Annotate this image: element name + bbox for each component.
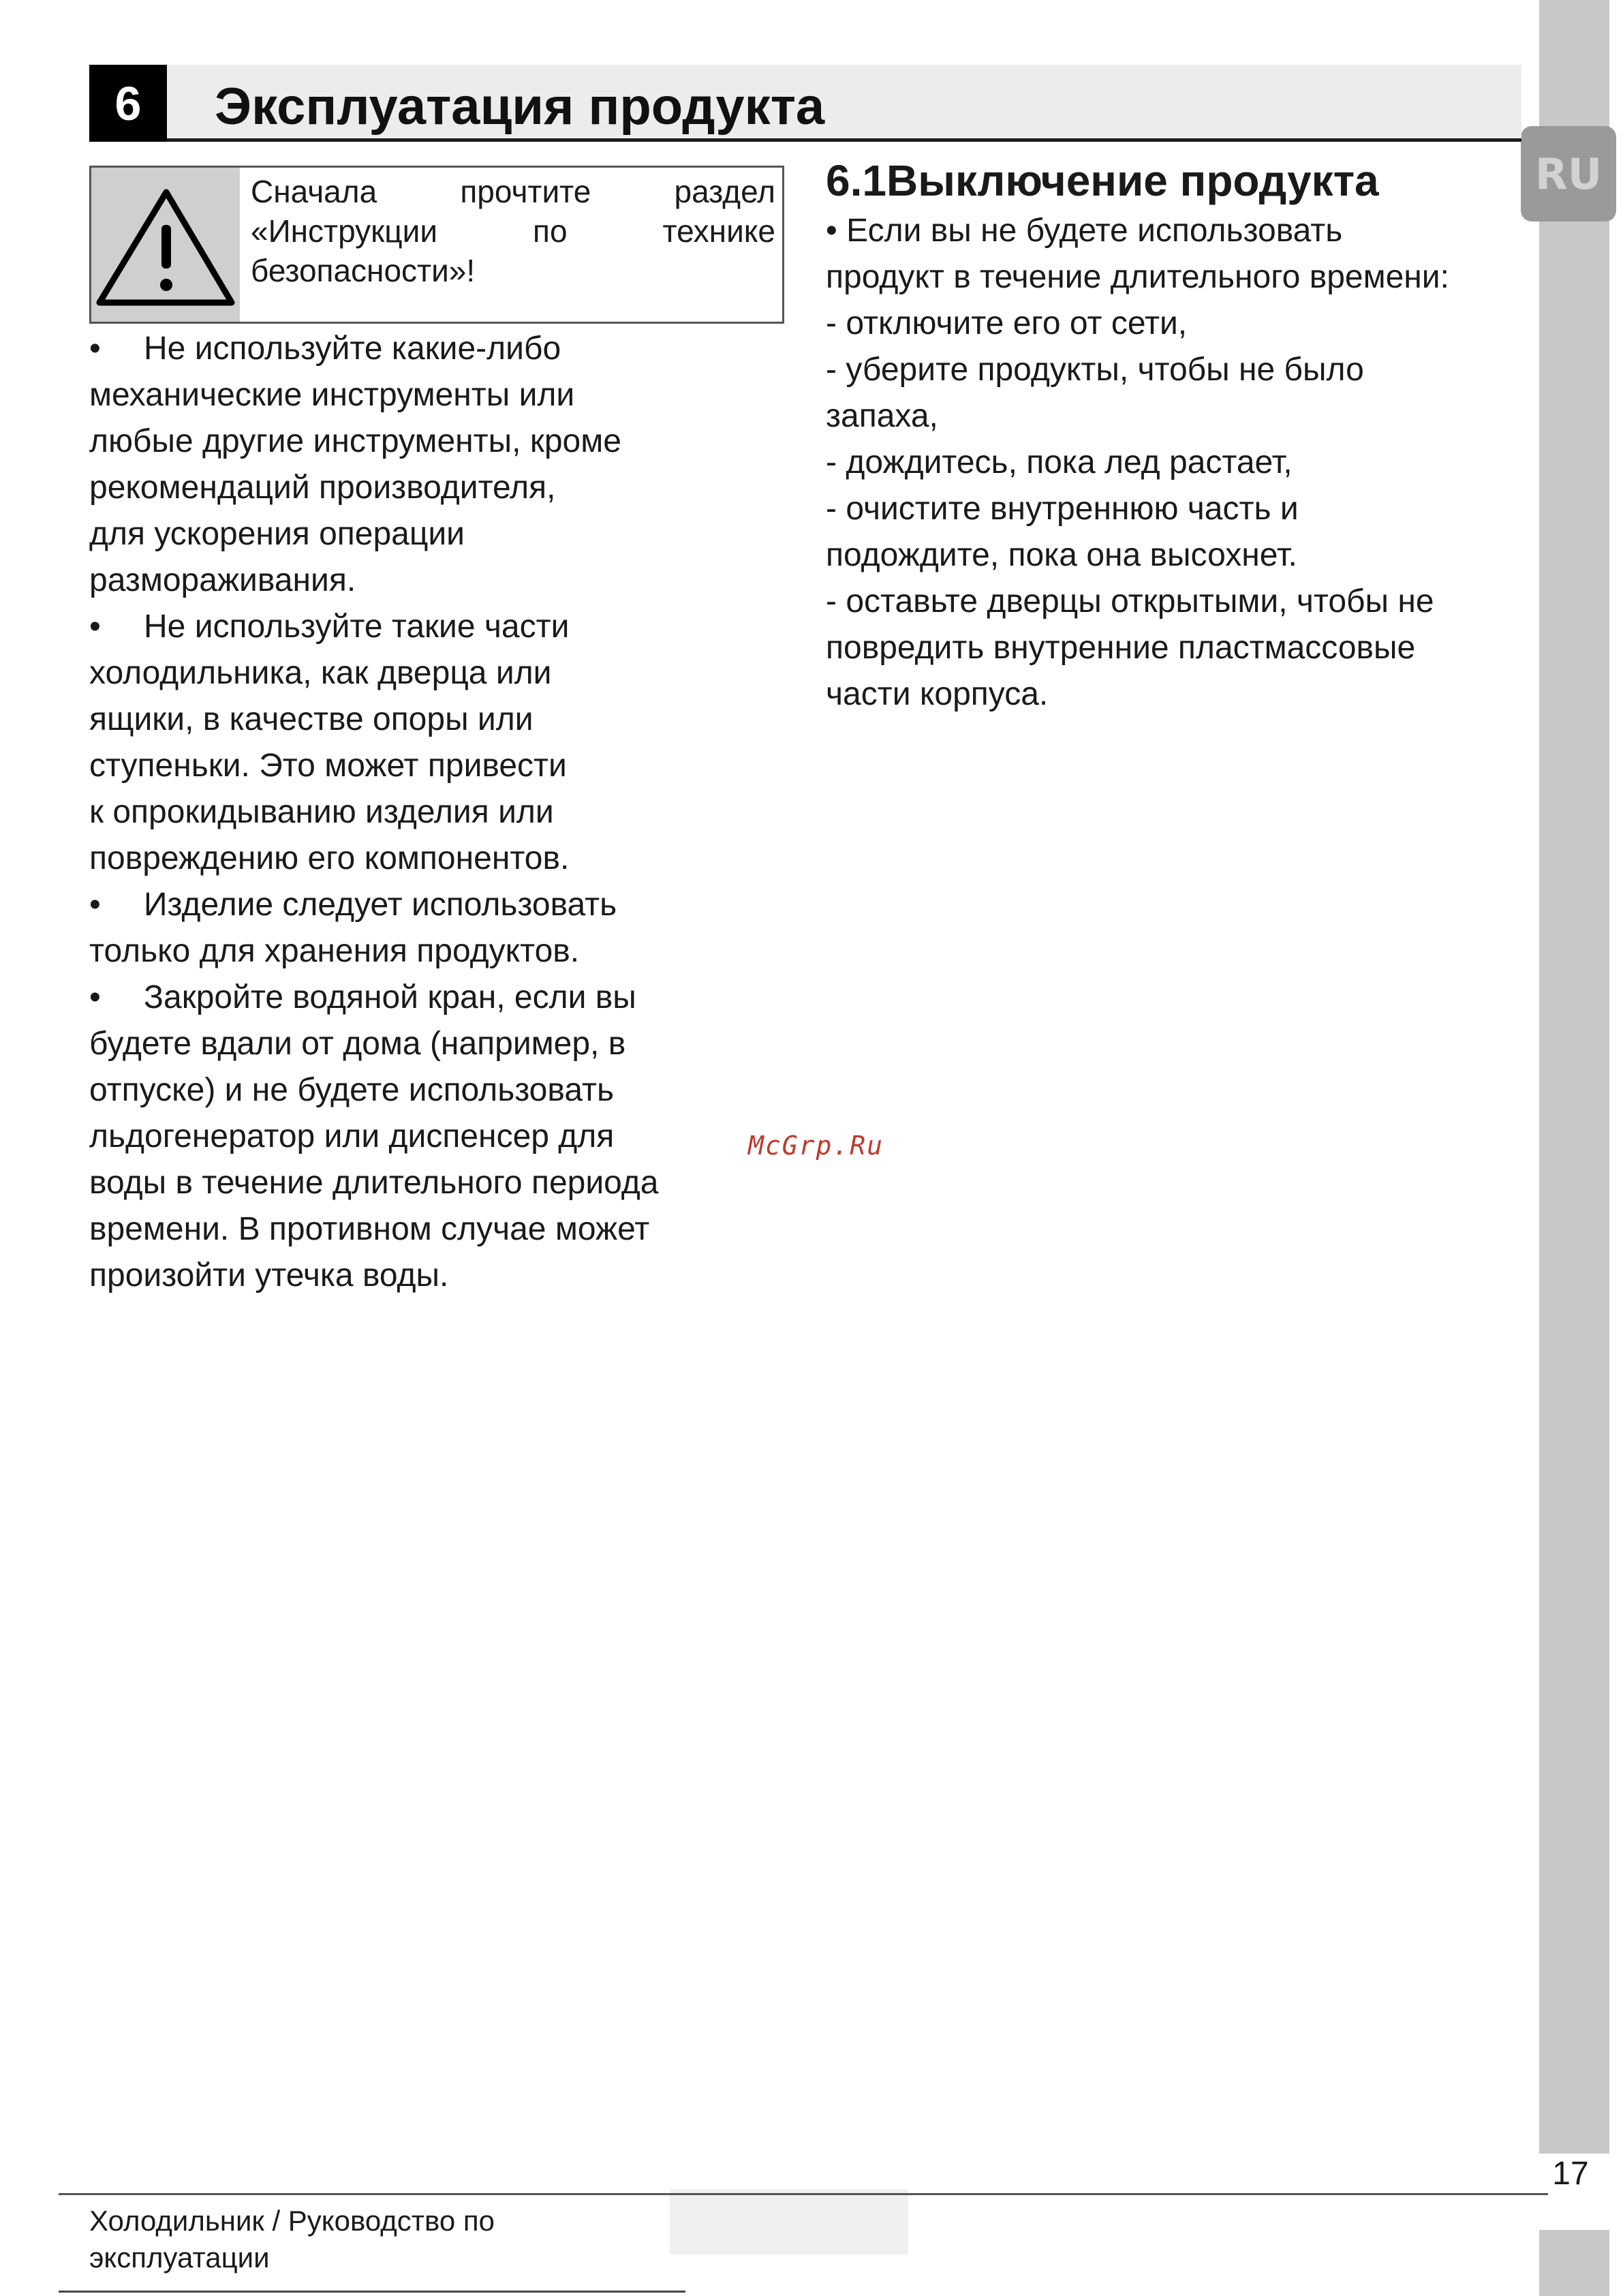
chapter-title: Эксплуатация продукта — [215, 78, 825, 136]
list-item-line: времени. В противном случае может — [89, 1211, 650, 1247]
section-line: • Если вы не будете использовать — [826, 213, 1343, 249]
left-column — [89, 326, 777, 1299]
section-line: продукт в течение длительного времени: — [826, 259, 1449, 295]
list-item-line: рекомендаций производителя, — [89, 470, 556, 506]
list-item-line: воды в течение длительного периода — [89, 1165, 659, 1201]
list-item-first-line: Не используйте какие-либо — [144, 331, 561, 367]
footer-document-title — [89, 2203, 607, 2276]
section-line: - отключите его от сети, — [826, 305, 1188, 341]
list-item-first-line: Изделие следует использовать — [144, 887, 617, 923]
section-line: - дождитесь, пока лед растает, — [826, 444, 1293, 480]
list-item — [89, 882, 777, 975]
language-tab: RU — [1521, 126, 1616, 221]
section-line: подождите, пока она высохнет. — [826, 537, 1297, 573]
footer-decor — [670, 2189, 908, 2254]
list-item-line: размораживания. — [89, 562, 356, 598]
list-item-line: только для хранения продуктов. — [89, 933, 580, 969]
safety-warning-box — [89, 166, 784, 324]
footer-line: Холодильник / Руководство по — [89, 2205, 495, 2237]
list-item-line: произойти утечка воды. — [89, 1257, 449, 1294]
side-bar-bottom — [1539, 2230, 1609, 2296]
list-item-line: будете вдали от дома (например, в — [89, 1026, 626, 1062]
footer-bottom-rule — [59, 2291, 685, 2293]
list-item-line: для ускорения операции — [89, 516, 465, 552]
list-item-line: холодильника, как дверца или — [89, 655, 552, 691]
bullet: • — [89, 979, 101, 1015]
footer-line: эксплуатации — [89, 2241, 270, 2274]
footer-rule — [59, 2193, 1548, 2195]
list-item — [89, 604, 777, 882]
list-item-line: льдогенератор или диспенсер для — [89, 1118, 615, 1154]
warning-icon-cell — [91, 168, 240, 322]
list-item-line: любые другие инструменты, кроме — [89, 423, 621, 459]
section-line: - уберите продукты, чтобы не было — [826, 352, 1364, 388]
section-line: запаха, — [826, 398, 938, 434]
page-number: 17 — [1552, 2156, 1589, 2192]
chapter-header — [89, 65, 1521, 142]
warning-triangle-icon — [91, 168, 240, 322]
list-item-line: повреждению его компонентов. — [89, 840, 570, 876]
chapter-number: 6 — [89, 65, 167, 142]
bullet: • — [89, 887, 101, 923]
list-item — [89, 326, 777, 604]
warning-text: Сначала прочтите раздел «Инструкции по технике безопасности»! — [251, 174, 775, 288]
section-line: части корпуса. — [826, 676, 1049, 712]
list-item-first-line: Закройте водяной кран, если вы — [144, 979, 636, 1015]
list-item-line: механические инструменты или — [89, 377, 575, 413]
side-bar — [1539, 0, 1609, 2154]
list-item-line: ступеньки. Это может привести — [89, 748, 567, 784]
list-item-line: отпуске) и не будете использовать — [89, 1072, 614, 1108]
bullet: • — [89, 609, 101, 645]
right-column — [826, 153, 1528, 718]
watermark: McGrp.Ru — [748, 1131, 884, 1161]
list-item — [89, 975, 777, 1299]
section-line: повредить внутренние пластмассовые — [826, 630, 1416, 666]
list-item-first-line: Не используйте такие части — [144, 609, 570, 645]
bullet: • — [89, 331, 101, 367]
list-item-line: к опрокидыванию изделия или — [89, 794, 554, 830]
section-title: 6.1Выключение продукта — [826, 156, 1379, 205]
list-item-line: ящики, в качестве опоры или — [89, 701, 534, 737]
section-line: - очистите внутреннюю часть и — [826, 491, 1299, 527]
header-rule — [89, 138, 1521, 142]
section-line: - оставьте дверцы открытыми, чтобы не — [826, 583, 1434, 619]
